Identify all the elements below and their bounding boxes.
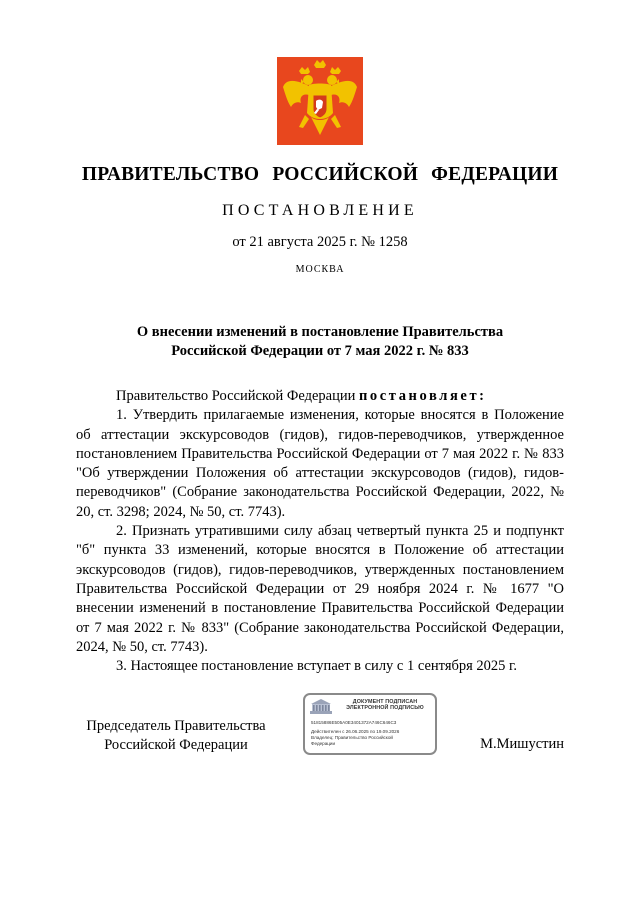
heading-line: О внесении изменений в постановление Правительства xyxy=(136,324,504,340)
signer-role xyxy=(76,717,276,755)
document-city: МОСКВА xyxy=(295,264,345,275)
stamp-owner: Федерации xyxy=(311,741,336,746)
title-word: РОССИЙСКОЙ xyxy=(272,164,419,185)
russian-coat-of-arms-icon xyxy=(277,57,363,145)
intro-keyword: постановляет: xyxy=(358,388,487,404)
stamp-owner: Владелец: Правительство Российской xyxy=(311,735,393,740)
signer-name: М.Мишустин xyxy=(480,736,564,752)
signer-role-line: Российской Федерации xyxy=(104,737,248,753)
signer-role-line: Председатель Правительства xyxy=(86,718,266,734)
title-word: ФЕДЕРАЦИИ xyxy=(431,164,559,185)
electronic-signature-stamp xyxy=(303,693,437,755)
government-title xyxy=(0,164,640,186)
document-heading xyxy=(0,323,640,361)
document-body xyxy=(76,387,564,676)
stamp-certificate: 51815886E505A0E3401372A746C646C3 xyxy=(311,720,397,725)
document-date-number: от 21 августа 2025 г. № 1258 xyxy=(232,234,408,250)
body-paragraph: 2. Признать утратившими силу абзац четвертый пункта 25 и подпункт "б" пункта 33 изменений, которые вносятся в Положение об аттестации экскурсоводов (гидов), гидов-переводчиков, утвержденных постановлением Правительства Российской Федерации от 29 ноября 2024 г. № 1677 "О внесении изменений в постановление Правительства Российской Федерации от 7 мая 2022 г. № 833" (Собрание законодательства Российской Федерации, 2024, № 50, ст. 7743). xyxy=(76,523,564,655)
document-type: ПОСТАНОВЛЕНИЕ xyxy=(222,202,418,219)
body-paragraph: 3. Настоящее постановление вступает в силу с 1 сентября 2025 г. xyxy=(116,658,517,675)
body-paragraph: 1. Утвердить прилагаемые изменения, которые вносятся в Положение об аттестации экскурсоводов (гидов), гидов-переводчиков, утвержденное постановлением Правительства Российской Федерации от 7 мая 2022 г. № 833 "Об утверждении Положения об аттестации экскурсоводов (гидов), гидов-переводчиков" (Собрание законодательства Российской Федерации, 2022, № 20, ст. 3298; 2024, № 50, ст. 7743). xyxy=(76,407,564,520)
stamp-title-line: ЭЛЕКТРОННОЙ ПОДПИСЬЮ xyxy=(346,705,424,712)
government-building-icon xyxy=(310,698,332,714)
body-intro xyxy=(76,387,564,406)
intro-text: Правительство Российской Федерации xyxy=(116,388,359,404)
stamp-validity: Действителен с 26.06.2025 по 19.09.2026 xyxy=(311,729,400,734)
stamp-title-line: ДОКУМЕНТ ПОДПИСАН xyxy=(352,699,418,705)
title-word: ПРАВИТЕЛЬСТВО xyxy=(81,164,260,185)
heading-line: Российской Федерации от 7 мая 2022 г. № 833 xyxy=(171,343,469,359)
stamp-title xyxy=(335,699,435,711)
